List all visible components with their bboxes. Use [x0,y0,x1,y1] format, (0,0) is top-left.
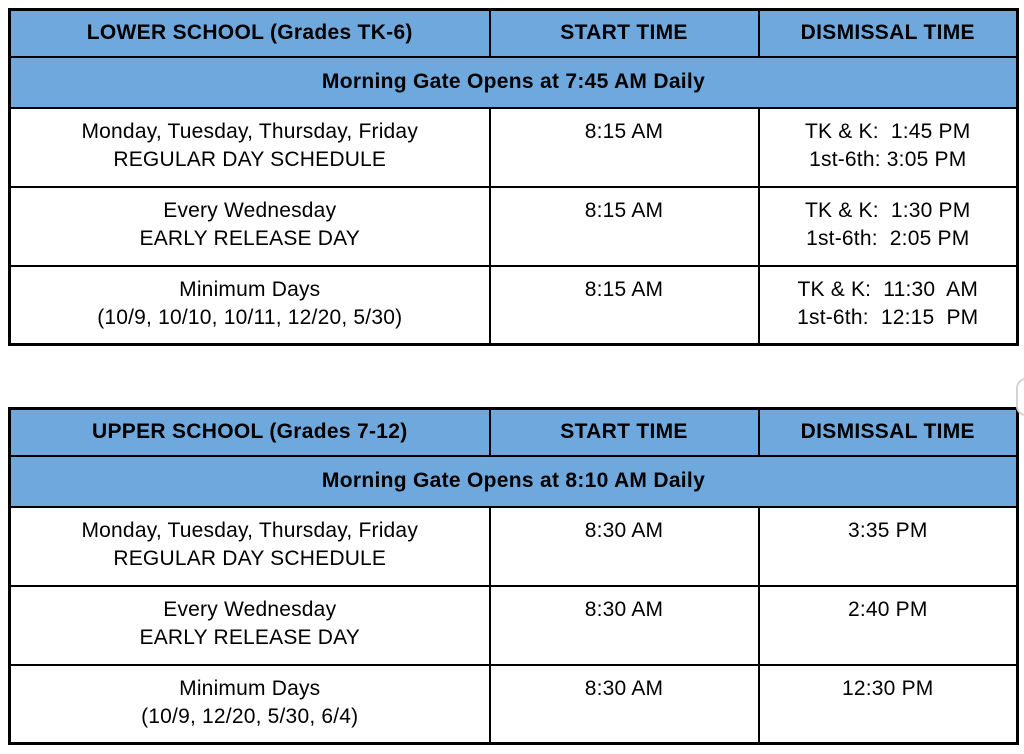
dismissal-time-cell: 2:40 PM [759,586,1018,665]
edge-scroll-indicator[interactable] [1016,378,1024,416]
day-line-1: Monday, Tuesday, Thursday, Friday [81,119,419,143]
day-line-1: Monday, Tuesday, Thursday, Friday [81,518,419,542]
day-cell [10,187,490,266]
day-line-1: Minimum Days [179,676,321,700]
day-line-2: REGULAR DAY SCHEDULE [113,147,387,171]
upper-minimum-days-row [10,665,1018,744]
day-line-1: Every Wednesday [163,597,337,621]
start-time-cell: 8:15 AM [490,266,759,345]
dismissal-time-cell [759,108,1018,187]
lower-regular-day-row [10,108,1018,187]
upper-school-schedule-table [8,407,1019,745]
dismissal-time-cell [759,187,1018,266]
start-time-cell: 8:15 AM [490,187,759,266]
day-line-1: Minimum Days [179,277,321,301]
lower-school-title: LOWER SCHOOL (Grades TK-6) [10,10,490,57]
upper-dismissal-time-header: DISMISSAL TIME [759,409,1018,456]
dismissal-time-cell: 3:35 PM [759,507,1018,586]
dismissal-time-cell [759,266,1018,345]
dismissal-line-1: TK & K: 1:45 PM [805,119,971,143]
day-cell [10,665,490,744]
day-cell [10,266,490,345]
upper-school-title: UPPER SCHOOL (Grades 7-12) [10,409,490,456]
lower-start-time-header: START TIME [490,10,759,57]
lower-school-schedule-table [8,8,1019,346]
day-line-2: REGULAR DAY SCHEDULE [113,546,387,570]
day-cell [10,108,490,187]
day-line-2: (10/9, 12/20, 5/30, 6/4) [141,704,359,728]
day-cell [10,586,490,665]
upper-gate-banner: Morning Gate Opens at 8:10 AM Daily [10,456,1018,507]
lower-school-header-row [10,10,1018,57]
lower-gate-banner: Morning Gate Opens at 7:45 AM Daily [10,57,1018,108]
start-time-cell: 8:15 AM [490,108,759,187]
lower-minimum-days-row [10,266,1018,345]
upper-gate-banner-row [10,456,1018,507]
upper-start-time-header: START TIME [490,409,759,456]
day-line-2: EARLY RELEASE DAY [139,625,360,649]
dismissal-line-2: 1st-6th: 12:15 PM [797,305,979,329]
start-time-cell: 8:30 AM [490,507,759,586]
lower-gate-banner-row [10,57,1018,108]
dismissal-time-cell: 12:30 PM [759,665,1018,744]
dismissal-line-1: TK & K: 1:30 PM [805,198,971,222]
day-line-1: Every Wednesday [163,198,337,222]
dismissal-line-1: TK & K: 11:30 AM [797,277,979,301]
upper-regular-day-row [10,507,1018,586]
day-line-2: (10/9, 10/10, 10/11, 12/20, 5/30) [97,305,403,329]
start-time-cell: 8:30 AM [490,586,759,665]
upper-school-header-row [10,409,1018,456]
upper-early-release-row [10,586,1018,665]
dismissal-line-2: 1st-6th: 3:05 PM [809,147,967,171]
lower-early-release-row [10,187,1018,266]
start-time-cell: 8:30 AM [490,665,759,744]
day-line-2: EARLY RELEASE DAY [139,226,360,250]
dismissal-line-2: 1st-6th: 2:05 PM [806,226,970,250]
lower-dismissal-time-header: DISMISSAL TIME [759,10,1018,57]
day-cell [10,507,490,586]
